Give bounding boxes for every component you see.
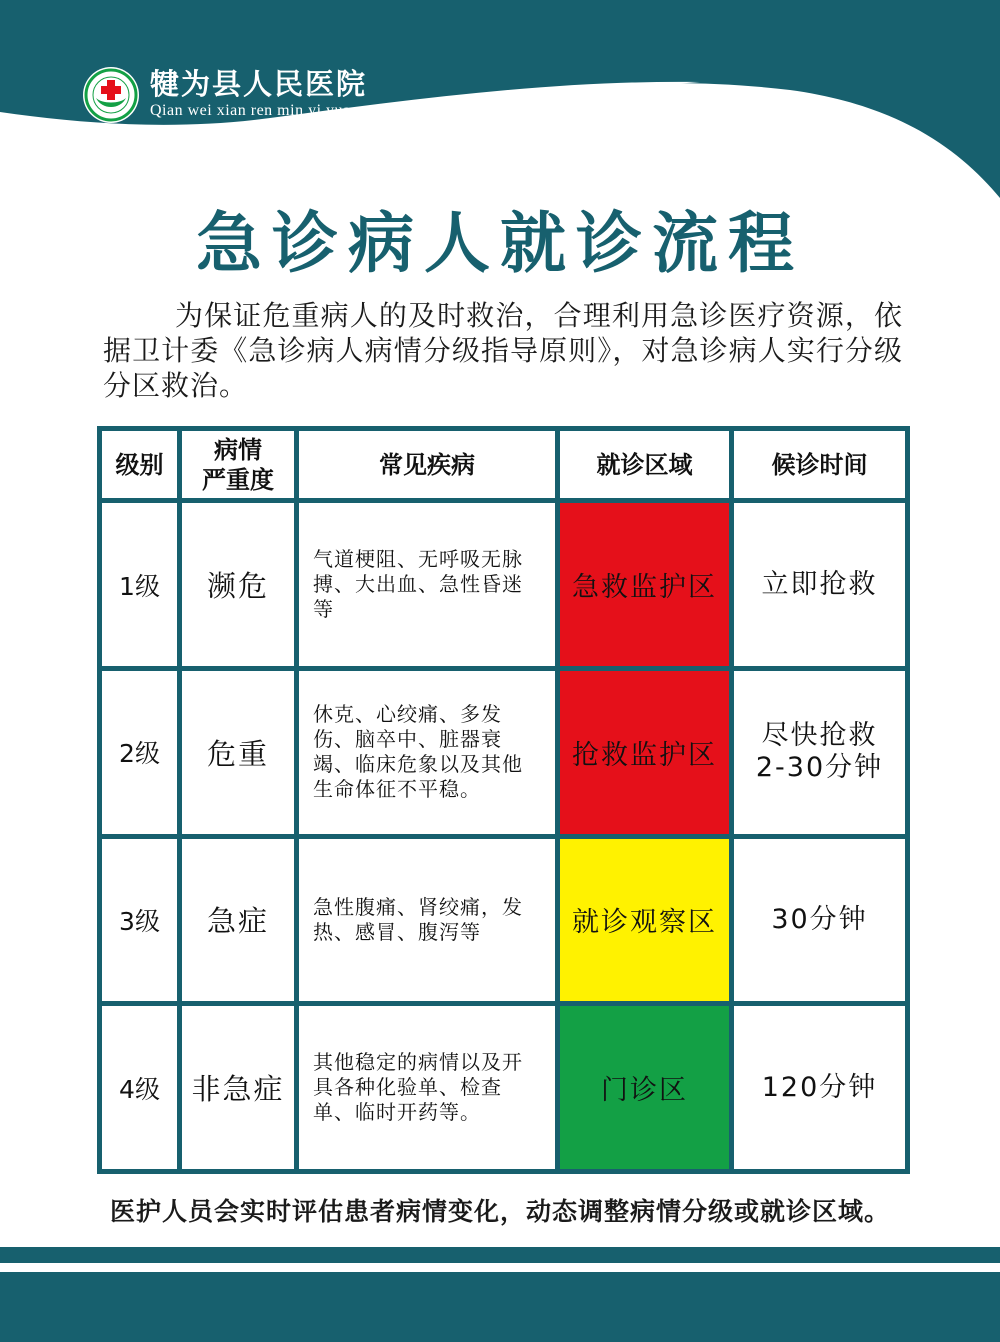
header-severity-line2: 严重度 xyxy=(202,465,274,494)
row-wait-line2: 2-30分钟 xyxy=(755,752,884,784)
row-level: 2级 xyxy=(100,668,180,836)
header-severity xyxy=(180,429,297,501)
row-severity: 危重 xyxy=(180,668,297,836)
hospital-name: 犍为县人民医院 xyxy=(150,67,368,101)
table-row xyxy=(100,668,908,836)
row-diseases: 休克、心绞痛、多发伤、脑卒中、脏器衰竭、临床危象以及其他生命体征不平稳。 xyxy=(297,668,558,836)
row-wait xyxy=(732,668,908,836)
row-level: 1级 xyxy=(100,501,180,669)
row-diseases: 气道梗阻、无呼吸无脉搏、大出血、急性昏迷等 xyxy=(297,501,558,669)
header-zone: 就诊区域 xyxy=(558,429,732,501)
page-title: 急诊病人就诊流程 xyxy=(196,205,804,282)
triage-table xyxy=(97,426,910,1174)
row-wait-line1: 立即抢救 xyxy=(761,568,878,600)
row-wait xyxy=(732,836,908,1004)
header-severity-line1: 病情 xyxy=(214,435,262,464)
footer-band-thin xyxy=(0,1247,1000,1263)
row-zone: 就诊观察区 xyxy=(558,836,732,1004)
footer-note: 医护人员会实时评估患者病情变化，动态调整病情分级或就诊区域。 xyxy=(109,1197,890,1226)
header-wait: 候诊时间 xyxy=(732,429,908,501)
footer-band xyxy=(0,1272,1000,1342)
table-header-row xyxy=(100,429,908,501)
row-zone: 急救监护区 xyxy=(558,501,732,669)
row-wait-line1: 30分钟 xyxy=(771,903,868,935)
row-severity: 非急症 xyxy=(180,1004,297,1172)
row-level: 4级 xyxy=(100,1004,180,1172)
row-level: 3级 xyxy=(100,836,180,1004)
row-wait xyxy=(732,501,908,669)
hospital-pinyin: Qian wei xian ren min yi yuan xyxy=(150,102,360,119)
row-diseases: 其他稳定的病情以及开具各种化验单、检查单、临时开药等。 xyxy=(297,1004,558,1172)
row-wait-line1: 尽快抢救 xyxy=(761,720,878,752)
row-wait-line1: 120分钟 xyxy=(761,1071,878,1103)
row-zone: 门诊区 xyxy=(558,1004,732,1172)
table-row xyxy=(100,836,908,1004)
hospital-logo-icon xyxy=(82,66,140,124)
table-row xyxy=(100,501,908,669)
row-zone: 抢救监护区 xyxy=(558,668,732,836)
table-row xyxy=(100,1004,908,1172)
row-severity: 濒危 xyxy=(180,501,297,669)
header-level: 级别 xyxy=(100,429,180,501)
intro-paragraph: 为保证危重病人的及时救治，合理利用急诊医疗资源，依据卫计委《急诊病人病情分级指导原则》，对急诊病人实行分级分区救治。 xyxy=(103,299,903,402)
row-severity: 急症 xyxy=(180,836,297,1004)
header-diseases: 常见疾病 xyxy=(297,429,558,501)
row-wait xyxy=(732,1004,908,1172)
row-diseases: 急性腹痛、肾绞痛，发热、感冒、腹泻等 xyxy=(297,836,558,1004)
